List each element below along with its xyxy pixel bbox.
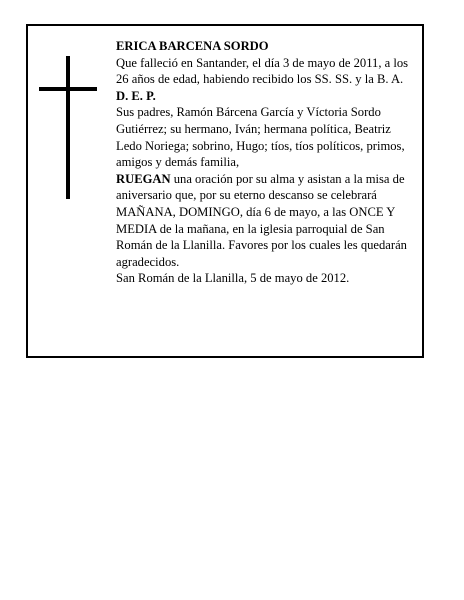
request-word: RUEGAN bbox=[116, 171, 171, 186]
dep-label: D. E. P. bbox=[116, 88, 156, 103]
deceased-name: ERICA BARCENA SORDO bbox=[116, 39, 269, 53]
request-text: una oración por su alma y asistan a la misa de aniversario que, por su eterno descanso se celebrará MAÑANA, DOMINGO, día 6 de mayo, a las ONCE Y MEDIA de la mañana, en la iglesia parroquial de San Román de la Llanilla. Favores por los cuales les quedarán agradecidos. bbox=[116, 171, 407, 269]
latin-cross-icon bbox=[39, 56, 97, 199]
obituary-text bbox=[116, 38, 419, 287]
cross-horizontal-bar bbox=[39, 87, 97, 91]
family-list: Sus padres, Ramón Bárcena García y Víctoria Sordo Gutiérrez; su hermano, Iván; hermana política, Beatriz Ledo Noriega; sobrino, Hugo; tíos, tíos políticos, primos, amigos y demás familia, bbox=[116, 105, 405, 170]
cross-vertical-bar bbox=[66, 56, 70, 199]
request-paragraph bbox=[116, 171, 419, 271]
obituary-notice bbox=[26, 24, 424, 358]
place-date: San Román de la Llanilla, 5 de mayo de 2012. bbox=[116, 271, 350, 286]
death-statement: Que falleció en Santander, el día 3 de mayo de 2011, a los 26 años de edad, habiendo recibido los SS. SS. y la B. A. bbox=[116, 55, 409, 87]
